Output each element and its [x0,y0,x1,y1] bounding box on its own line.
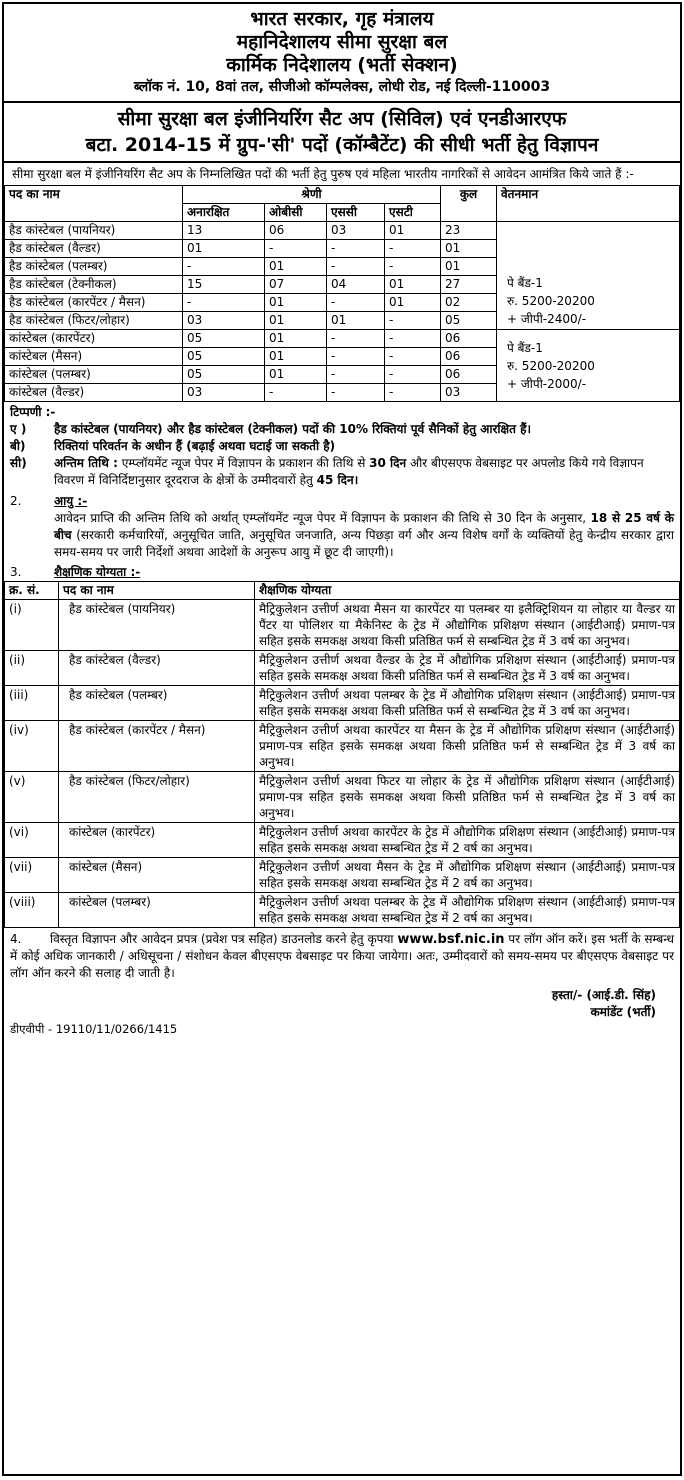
post-obc-cell: 01 [265,312,327,330]
post-ur-cell: 01 [183,240,265,258]
qualification-row [5,858,680,893]
sub-header-sc: एससी [327,204,385,222]
col-post-header: पद का नाम [5,186,183,222]
footer-text-2: पर लॉग ऑन करें। इस भर्ती के सम्बन्ध में कोई अधिक जानकारी / अधिसूचना / संशोधन केवल बीएसएफ वेबसाइट पर किया जायेगा। अतः, उम्मीदवारों को समय-समय पर बीएसएफ वेबसाइट पर लॉग ऑन करने की सलाह दी जाती है। [10,932,674,980]
post-total-cell: 05 [441,312,497,330]
qualification-table-body [5,600,680,928]
qualification-row [5,823,680,858]
post-ur-cell: 13 [183,222,265,240]
post-obc-cell: - [265,384,327,402]
post-total-cell: 01 [441,258,497,276]
title-line-2: बटा. 2014-15 में ग्रुप-'सी' पदों (कॉम्बैटेंट) की सीधी भर्ती हेतु विज्ञापन [85,134,599,156]
post-total-cell: 01 [441,240,497,258]
post-total-cell: 27 [441,276,497,294]
post-st-cell: - [385,348,441,366]
website-link[interactable]: www.bsf.nic.in [397,932,505,947]
post-ur-cell: 03 [183,384,265,402]
post-obc-cell: 01 [265,366,327,384]
intro-text: सीमा सुरक्षा बल में इंजीनियरिंग सैट अप के निम्नलिखित पदों की भर्ती हेतु पुरुष एवं महिला भारतीय नागरिकों से आवेदन आमंत्रित किये जाते हैं :- [12,167,634,181]
post-ur-cell: - [183,294,265,312]
davp-code: डीएवीपी - 19110/11/0266/1415 [10,1022,178,1036]
posts-table [4,185,680,402]
serial-cell: (v) [5,772,59,823]
note-c-key: सी) [10,456,27,470]
pay-line: + जीपी-2000/- [507,376,587,391]
post-st-cell: - [385,384,441,402]
footer-text-1: विस्तृत विज्ञापन और आवेदन प्रपत्र (प्रवेश पत्र सहित) डाउनलोड करने हेतु कृपया [50,932,398,946]
post-sc-cell: 04 [327,276,385,294]
post-sc-cell: - [327,240,385,258]
notes-section [4,402,680,491]
note-b-key: बी) [10,439,26,453]
serial-cell: (ii) [5,651,59,686]
post-obc-cell: 06 [265,222,327,240]
posts-row [5,330,680,348]
qual-post-cell: कांस्टेबल (पलम्बर) [59,893,255,928]
notes-heading: टिप्पणी :- [10,405,56,419]
sub-header-ur: अनारक्षित [183,204,265,222]
pay-line: रु. 5200-20200 [507,358,595,373]
post-name-cell: हैड कांस्टेबल (पायनियर) [5,222,183,240]
post-name-cell: कांस्टेबल (मैसन) [5,348,183,366]
post-st-cell: - [385,240,441,258]
post-obc-cell: 01 [265,330,327,348]
serial-cell: (i) [5,600,59,651]
post-sc-cell: - [327,294,385,312]
note-a-key: ए ) [10,422,27,436]
pay-line: + जीपी-2400/- [507,312,587,326]
posts-row [5,222,680,240]
col-category-header: श्रेणी [183,186,441,204]
qual-post-cell: हैड कांस्टेबल (कारपेंटर / मैसन) [59,721,255,772]
qual-post-cell: हैड कांस्टेबल (पलम्बर) [59,686,255,721]
ministry-name: भारत सरकार, गृह मंत्रालय [250,8,434,30]
qualification-cell: मैट्रिकुलेशन उत्तीर्ण अथवा पलम्बर के ट्रेड में औद्योगिक प्रशिक्षण संस्थान (आईटीआई) प्रमाण-पत्र सहित इसके समकक्ष अथवा किसी प्रतिष्ठित फर्म से सम्बन्धित ट्रेड में 3 वर्ष का अनुभव। [255,686,680,721]
post-st-cell: - [385,258,441,276]
sub-header-st: एसटी [385,204,441,222]
serial-cell: (vii) [5,858,59,893]
office-address: ब्लॉक नं. 10, 8वां तल, सीजीओ कॉम्पलेक्स, लोधी रोड, नई दिल्ली-110003 [133,79,551,95]
directorate-name: महानिदेशालय सीमा सुरक्षा बल [236,31,448,53]
edu-col-sn: क्र. सं. [5,582,59,600]
post-ur-cell: 05 [183,366,265,384]
qualification-row [5,721,680,772]
col-total-header: कुल [441,186,497,222]
edu-key: 3. [10,565,22,579]
qualification-row [5,600,680,651]
post-name-cell: हैड कांस्टेबल (फिटर/लोहार) [5,312,183,330]
edu-col-post: पद का नाम [59,582,255,600]
qualification-cell: मैट्रिकुलेशन उत्तीर्ण अथवा मैसन के ट्रेड में औद्योगिक प्रशिक्षण संस्थान (आईटीआई) प्रमाण-पत्र सहित इसके समकक्ष अथवा सम्बन्धित ट्रेड में 2 वर्ष का अनुभव। [255,858,680,893]
qualification-cell: मैट्रिकुलेशन उत्तीर्ण अथवा मैसन या कारपेंटर या पलम्बर या इलैक्ट्रिशियन या लोहार या वैल्डर या पैंटर या पोलिशर या मैकेनिस्ट के ट्रेड में औद्योगिक प्रशिक्षण संस्थान (आईटीआई) प्रमाण-पत्र सहित इसके समकक्ष अथवा किसी प्रतिष्ठित फर्म से सम्बन्धित ट्रेड में 3 वर्ष का अनुभव। [255,600,680,651]
qualification-row [5,772,680,823]
signature-block [4,985,680,1021]
footer-key: 4. [10,932,22,946]
post-ur-cell: 05 [183,330,265,348]
edu-col-qual: शैक्षणिक योग्यता [255,582,680,600]
post-obc-cell: 01 [265,294,327,312]
post-obc-cell: 07 [265,276,327,294]
posts-table-body [5,222,680,402]
post-total-cell: 06 [441,348,497,366]
qualification-table [4,581,680,928]
post-ur-cell: 03 [183,312,265,330]
post-obc-cell: 01 [265,348,327,366]
post-obc-cell: 01 [265,258,327,276]
post-total-cell: 06 [441,330,497,348]
qualification-cell: मैट्रिकुलेशन उत्तीर्ण अथवा वैल्डर के ट्रेड में औद्योगिक प्रशिक्षण संस्थान (आईटीआई) प्रमाण-पत्र सहित इसके समकक्ष अथवा किसी प्रतिष्ठित फर्म से सम्बन्धित ट्रेड में 3 वर्ष का अनुभव। [255,651,680,686]
qualification-cell: मैट्रिकुलेशन उत्तीर्ण अथवा कारपेंटर या मैसन के ट्रेड में औद्योगिक प्रशिक्षण संस्थान (आईटीआई) प्रमाण-पत्र सहित इसके समकक्ष अथवा किसी प्रतिष्ठित फर्म से सम्बन्धित ट्रेड में 3 वर्ष का अनुभव। [255,721,680,772]
age-section [4,491,680,563]
post-name-cell: कांस्टेबल (वैल्डर) [5,384,183,402]
note-c [10,455,674,489]
pay-line: पे बैंड-1 [507,276,543,290]
footer-text [4,928,680,985]
pay-line: पे बैंड-1 [507,340,543,355]
sub-header-obc: ओबीसी [265,204,327,222]
section-name: कार्मिक निदेशालय (भर्ती सेक्शन) [226,54,458,76]
post-name-cell: कांस्टेबल (कारपेंटर) [5,330,183,348]
note-c-bold-1: 30 दिन [369,456,407,470]
post-sc-cell: - [327,258,385,276]
qual-post-cell: हैड कांस्टेबल (पायनियर) [59,600,255,651]
qualification-row [5,893,680,928]
post-sc-cell: 01 [327,312,385,330]
qualification-row [5,651,680,686]
signatory-name: हस्ता/- (आई.डी. सिंह) [551,988,656,1002]
post-obc-cell: - [265,240,327,258]
post-st-cell: - [385,366,441,384]
serial-cell: (viii) [5,893,59,928]
post-st-cell: 01 [385,276,441,294]
age-text-2: (सरकारी कर्मचारियों, अनुसूचित जाति, अनुसूचित जनजाति, अन्य पिछड़ा वर्ग और अन्य विशेष वर्गों के व्यक्तियों हेतु केन्द्रीय सरकार द्वारा समय-समय पर जारी निर्देशों अथवा आदेशों के अनुरूप आयु में छूट दी जाएगी)। [54,528,674,559]
post-name-cell: हैड कांस्टेबल (टेक्नीकल) [5,276,183,294]
post-ur-cell: 05 [183,348,265,366]
age-heading: आयु :- [54,494,88,508]
post-sc-cell: - [327,384,385,402]
qual-post-cell: कांस्टेबल (कारपेंटर) [59,823,255,858]
qualification-cell: मैट्रिकुलेशन उत्तीर्ण अथवा फिटर या लोहार के ट्रेड में औद्योगिक प्रशिक्षण संस्थान (आईटीआई) प्रमाण-पत्र सहित इसके समकक्ष अथवा किसी प्रतिष्ठित फर्म से सम्बन्धित ट्रेड में 3 वर्ष का अनुभव। [255,772,680,823]
post-ur-cell: 15 [183,276,265,294]
post-st-cell: - [385,330,441,348]
post-total-cell: 06 [441,366,497,384]
post-total-cell: 03 [441,384,497,402]
post-name-cell: हैड कांस्टेबल (वैल्डर) [5,240,183,258]
office-header [4,4,680,103]
note-c-bold-2: 45 दिन [316,473,354,487]
note-a [10,421,674,438]
post-name-cell: हैड कांस्टेबल (पलम्बर) [5,258,183,276]
post-sc-cell: - [327,348,385,366]
age-text-1: आवेदन प्राप्ति की अन्तिम तिथि को अर्थात् एम्प्लॉयमेंट न्यूज पेपर में विज्ञापन के प्रकाशन की तिथि से 30 दिन के अनुसार, [54,511,591,525]
post-sc-cell: - [327,330,385,348]
age-heading-row [10,493,674,510]
note-a-text: हैड कांस्टेबल (पायनियर) और हैड कांस्टेबल (टेक्नीकल) पदों की 10% रिक्तियां पूर्व सैनिकों हेतु आरक्षित हैं। [54,422,532,436]
advertisement-title [4,103,680,163]
qualification-row [5,686,680,721]
post-name-cell: कांस्टेबल (पलम्बर) [5,366,183,384]
pay-scale-head-constable [497,222,680,330]
age-text [10,510,674,561]
qualification-cell: मैट्रिकुलेशन उत्तीर्ण अथवा पलम्बर के ट्रेड में औद्योगिक प्रशिक्षण संस्थान (आईटीआई) प्रमाण-पत्र सहित इसके समकक्ष अथवा सम्बन्धित ट्रेड में 2 वर्ष का अनुभव। [255,893,680,928]
serial-cell: (iii) [5,686,59,721]
post-ur-cell: - [183,258,265,276]
edu-heading: शैक्षणिक योग्यता :- [54,565,141,579]
age-key: 2. [10,494,22,508]
post-total-cell: 02 [441,294,497,312]
note-c-end: । [353,473,359,487]
post-name-cell: हैड कांस्टेबल (कारपेंटर / मैसन) [5,294,183,312]
edu-heading-row [4,563,680,581]
post-total-cell: 23 [441,222,497,240]
pay-scale-constable [497,330,680,402]
qual-post-cell: हैड कांस्टेबल (वैल्डर) [59,651,255,686]
note-b [10,438,674,455]
pay-line: रु. 5200-20200 [507,294,595,308]
qual-post-cell: हैड कांस्टेबल (फिटर/लोहार) [59,772,255,823]
advertisement-page [2,2,682,1476]
signatory-designation: कमांडेंट (भर्ती) [590,1005,656,1019]
qual-post-cell: कांस्टेबल (मैसन) [59,858,255,893]
qualification-cell: मैट्रिकुलेशन उत्तीर्ण अथवा कारपेंटर के ट्रेड में औद्योगिक प्रशिक्षण संस्थान (आईटीआई) प्रमाण-पत्र सहित इसके समकक्ष अथवा सम्बन्धित ट्रेड में 2 वर्ष का अनुभव। [255,823,680,858]
note-c-text-1: एम्प्लॉयमेंट न्यूज पेपर में विज्ञापन के प्रकाशन की तिथि से [117,456,370,470]
post-sc-cell: - [327,366,385,384]
age-bold: 18 से 25 वर्ष के बीच [54,511,674,542]
title-line-1: सीमा सुरक्षा बल इंजीनियरिंग सैट अप (सिविल) एवं एनडीआरएफ [117,108,567,130]
note-b-text: रिक्तियां परिवर्तन के अधीन हैं (बढ़ाई अथवा घटाई जा सकती है) [54,439,336,453]
post-st-cell: 01 [385,294,441,312]
col-pay-header: वेतनमान [497,186,680,222]
note-c-label: अन्तिम तिथि : [54,456,118,470]
post-st-cell: - [385,312,441,330]
post-sc-cell: 03 [327,222,385,240]
post-st-cell: 01 [385,222,441,240]
serial-cell: (iv) [5,721,59,772]
note-c-body [54,455,674,489]
note-c-text-2: और बीएसएफ वेबसाइट पर अपलोड किये गये विज्ञापन विवरण में विनिर्दिष्टानुसार दूरदराज के क्षेत्रों के उम्मीदवारों हेतु [54,456,644,487]
serial-cell: (vi) [5,823,59,858]
